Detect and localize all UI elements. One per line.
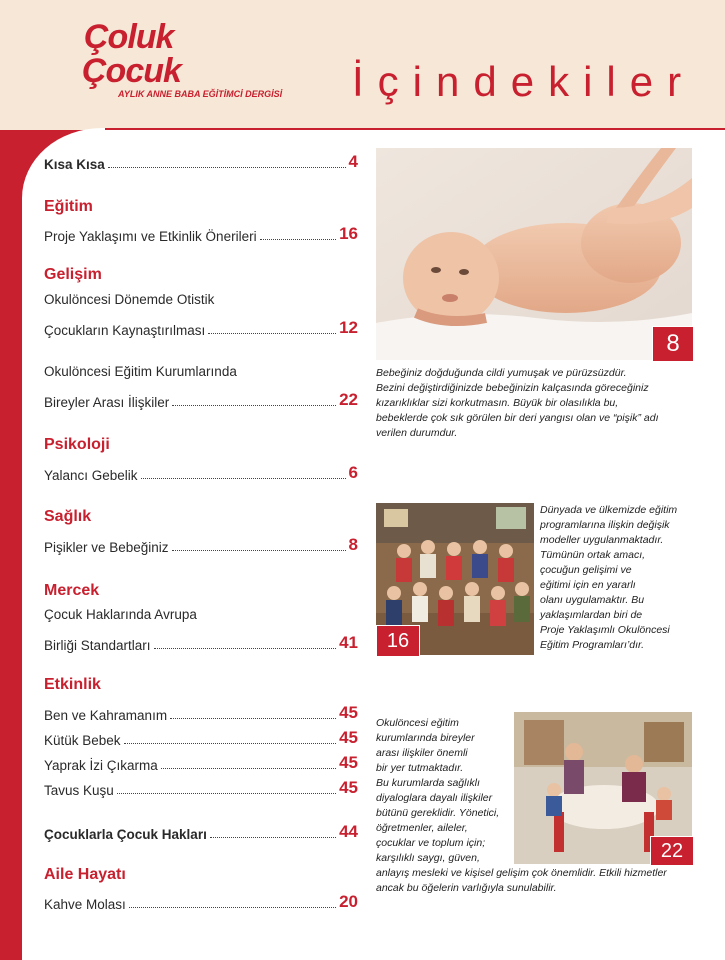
section-heading-psikoloji: Psikoloji (44, 436, 110, 453)
baby-photo[interactable] (376, 148, 692, 360)
section-heading-egitim: Eğitim (44, 198, 93, 215)
toc-entry-otistik[interactable]: Çocukların Kaynaştırılması 12 (44, 318, 358, 338)
page-title: İçindekiler (352, 58, 696, 105)
toc-entry-pisikler[interactable]: Pişikler ve Bebeğiniz 8 (44, 535, 358, 555)
section-heading-etkinlik: Etkinlik (44, 676, 101, 693)
toc-entry-cocuklarla-cocuk-haklari[interactable]: Çocuklarla Çocuk Hakları 44 (44, 822, 358, 842)
section-heading-aile-hayati: Aile Hayatı (44, 866, 126, 883)
toc-entry-tavus-kusu[interactable]: Tavus Kuşu 45 (44, 778, 358, 798)
toc-entry-bireyler-arasi[interactable]: Bireyler Arası İlişkiler 22 (44, 390, 358, 410)
logo-word-coluk: Çoluk (84, 18, 174, 56)
caption-proje-yaklasimi: Dünyada ve ülkemizde eğitim programlarına ilişkin değişik modeller uygulanmaktadır. Tümünün ortak amacı, çocuğun gelişimi ve eğitimi için en yararlı olanı uygulamaktır. Bu yaklaşımlardan biri de Proje Yaklaşımlı Okulöncesi Eğitim Programları’dır. (540, 504, 678, 651)
toc-entry-yaprak-izi[interactable]: Yaprak İzi Çıkarma 45 (44, 753, 358, 773)
toc-entry-kisa-kisa[interactable]: Kısa Kısa 4 (44, 152, 358, 172)
toc-entry-cocuk-haklari-line1[interactable]: Çocuk Haklarında Avrupa (44, 607, 197, 622)
header-rule (105, 128, 725, 130)
page-badge-8: 8 (652, 326, 694, 362)
logo-subtitle: AYLIK ANNE BABA EĞİTİMCİ DERGİSİ (118, 89, 283, 99)
baby-illustration (376, 148, 692, 360)
magazine-logo (80, 18, 310, 108)
section-heading-mercek: Mercek (44, 582, 100, 599)
caption-pisik: Bebeğiniz doğduğunda cildi yumuşak ve pürüzsüzdür. Bezini değiştirdiğinizde bebeğinizin kalçasında göreceğiniz kızarıklıklar sizi korkutmasın. Büyük bir olasılıkla bu, bebeklerde çok sık görülen bir deri yangısı olan ve “pişik” adı verilen durumdur. (376, 367, 659, 439)
toc-entry-otistik-line1[interactable]: Okulöncesi Dönemde Otistik (44, 292, 215, 307)
toc-entry-proje-yaklasimi[interactable]: Proje Yaklaşımı ve Etkinlik Önerileri 16 (44, 224, 358, 244)
toc-entry-bireyler-line1[interactable]: Okulöncesi Eğitim Kurumlarında (44, 364, 237, 379)
section-heading-gelisim: Gelişim (44, 266, 102, 283)
toc-entry-yalanci-gebelik[interactable]: Yalancı Gebelik 6 (44, 463, 358, 483)
page-badge-16: 16 (376, 625, 420, 657)
logo-word-cocuk: Çocuk (82, 52, 181, 90)
page-badge-22: 22 (650, 836, 694, 866)
section-heading-saglik: Sağlık (44, 508, 92, 525)
caption-bireyler-arasi: Okulöncesi eğitim kurumlarında bireyler arası ilişkiler önemli bir yer tutmaktadır. Bu kurumlarda sağlıklı diyaloglara dayalı ilişkiler bütünü gereklidir. Yönetici, öğretmenler, aileler, çocuklar ve toplum için; karşılıklı saygı, güven, anlayış mesleki ve kişisel gelişim çok önemlidir. Etkili hizmetler ancak bu öğelerin varlığıyla sunulabilir. (376, 717, 667, 894)
toc-entry-kutuk-bebek[interactable]: Kütük Bebek 45 (44, 728, 358, 748)
toc-entry-ben-ve-kahramanim[interactable]: Ben ve Kahramanım 45 (44, 703, 358, 723)
toc-entry-kahve-molasi[interactable]: Kahve Molası 20 (44, 892, 358, 912)
toc-entry-cocuk-haklari-avrupa[interactable]: Birliği Standartları 41 (44, 633, 358, 653)
